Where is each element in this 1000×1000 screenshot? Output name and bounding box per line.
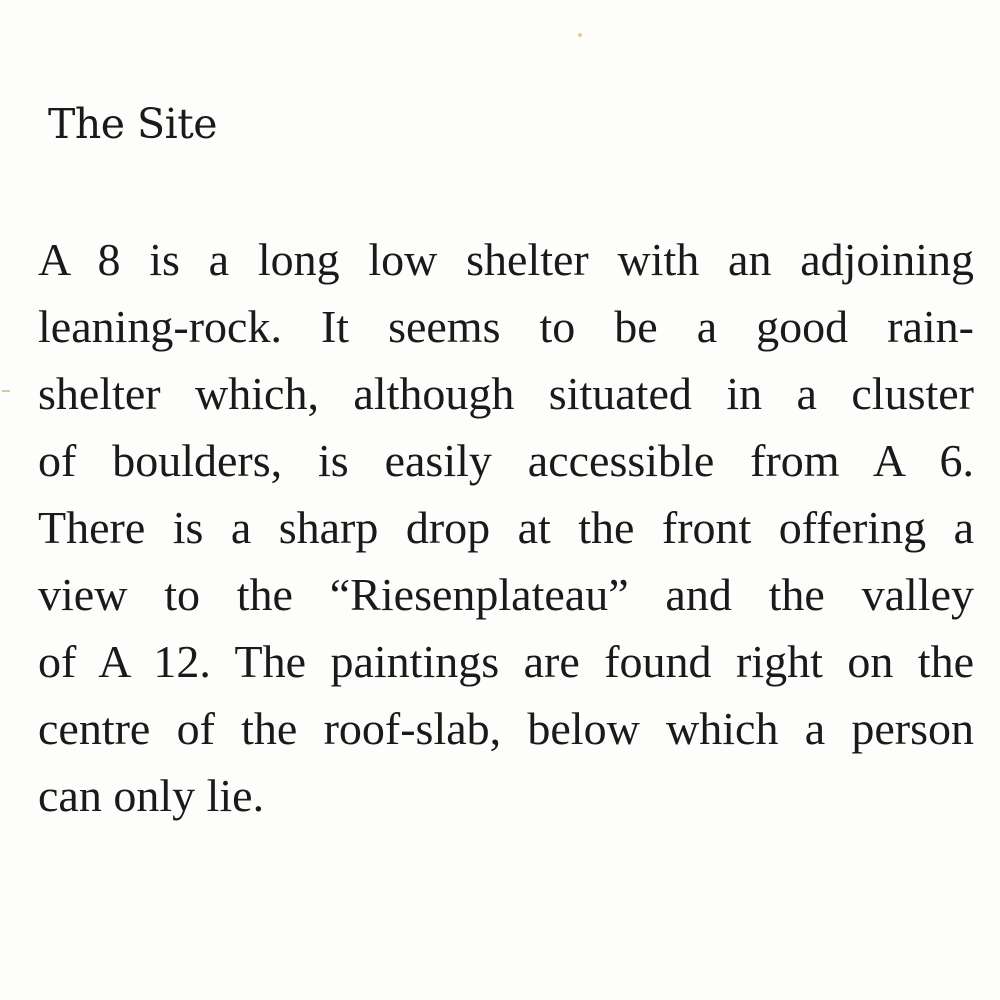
paragraph-line: shelter which, although situated in a cluster <box>38 368 974 419</box>
paragraph-line: centre of the roof-slab, below which a person <box>38 703 974 754</box>
paragraph-line: A 8 is a long low shelter with an adjoining <box>38 234 974 285</box>
ink-speck <box>578 33 582 37</box>
paragraph-line: leaning-rock. It seems to be a good rain- <box>38 301 974 352</box>
margin-mark <box>2 390 10 392</box>
paragraph-line: can only lie. <box>38 770 265 821</box>
paragraph-line: of boulders, is easily accessible from A 6. <box>38 435 974 486</box>
paragraph-line: view to the “Riesenplateau” and the valley <box>38 569 974 620</box>
paragraph-line: There is a sharp drop at the front offering a <box>38 502 974 553</box>
paragraph-line: of A 12. The paintings are found right on the <box>38 636 974 687</box>
body-paragraph <box>38 226 974 829</box>
section-title: The Site <box>48 100 217 148</box>
